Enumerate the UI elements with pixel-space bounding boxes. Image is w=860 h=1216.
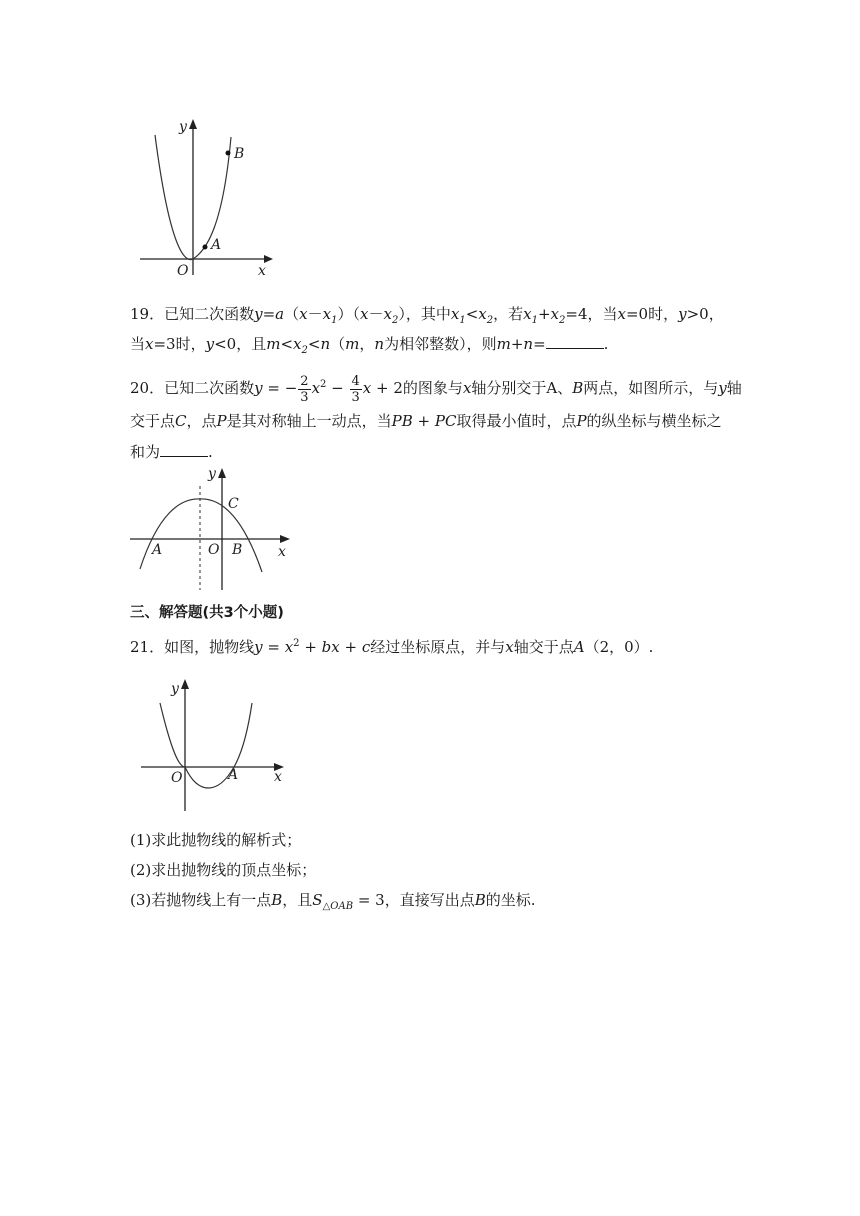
x-axis-arrow — [264, 255, 273, 263]
answer-blank — [160, 440, 208, 457]
q21-part1: (1)求此抛物线的解析式； — [130, 831, 302, 849]
parabola-curve — [140, 499, 262, 572]
y-label: y — [179, 119, 187, 135]
origin-label: O — [208, 542, 220, 558]
point-a-label: A — [152, 542, 163, 558]
point-b — [226, 151, 231, 156]
origin-label: O — [177, 263, 189, 279]
point-a — [203, 245, 208, 250]
point-b-label: B — [234, 146, 245, 162]
q21-part2: (2)求出抛物线的顶点坐标； — [130, 861, 317, 879]
point-b-label: B — [232, 542, 243, 558]
x-label: x — [274, 769, 282, 785]
y-axis-arrow — [189, 119, 197, 129]
origin-label: O — [171, 770, 183, 786]
section-heading: 三、解答题(共3个小题) — [130, 605, 284, 621]
x-label: x — [278, 544, 286, 560]
x-axis-arrow — [280, 535, 290, 543]
point-a-label: A — [228, 767, 239, 783]
answer-blank — [546, 332, 604, 349]
q20-line1: 20．已知二次函数y = − $\frac{2}{3}$ $x^2$ − $\frac{4}{3}$ x + 2的图象与x轴分别交于A、B两点，如图所示，与y轴 — [130, 373, 742, 405]
x-label: x — [258, 263, 266, 279]
q21-part3: (3)若抛物线上有一点B，且$S_{\triangle OAB} = 3$，直接写出点B的坐标. — [130, 891, 536, 912]
q20-line3: 和为 . — [130, 440, 213, 463]
y-axis-arrow — [181, 679, 189, 689]
q21-line1: 21．如图，抛物线$y = x^2$ + bx + c经过坐标原点，并与x轴交于点A（2，0）. — [130, 638, 654, 656]
q19-line1: 19．已知二次函数$y=a(x-x_1)(x-x_2)$，其中$x_1<x_2$，若$x_1+x_2=4$，当x=0时，y>0， — [130, 305, 724, 326]
y-label: y — [208, 466, 216, 482]
point-a-label: A — [211, 237, 222, 253]
figure-parabola-oa — [138, 675, 293, 815]
q20-line2: 交于点C，点P是其对称轴上一动点，当PB + PC取得最小值时，点P的纵坐标与横坐标之 — [130, 412, 722, 430]
figure-parabola-abc — [128, 464, 298, 594]
figure-parabola-ab — [135, 115, 285, 280]
q19-line2: 当x=3时，y<0，且$m<x_2<n(m$，n为相邻整数），则m+n= . — [130, 332, 608, 362]
y-axis-arrow — [218, 468, 226, 478]
point-c-label: C — [228, 496, 239, 512]
y-label: y — [171, 681, 179, 697]
